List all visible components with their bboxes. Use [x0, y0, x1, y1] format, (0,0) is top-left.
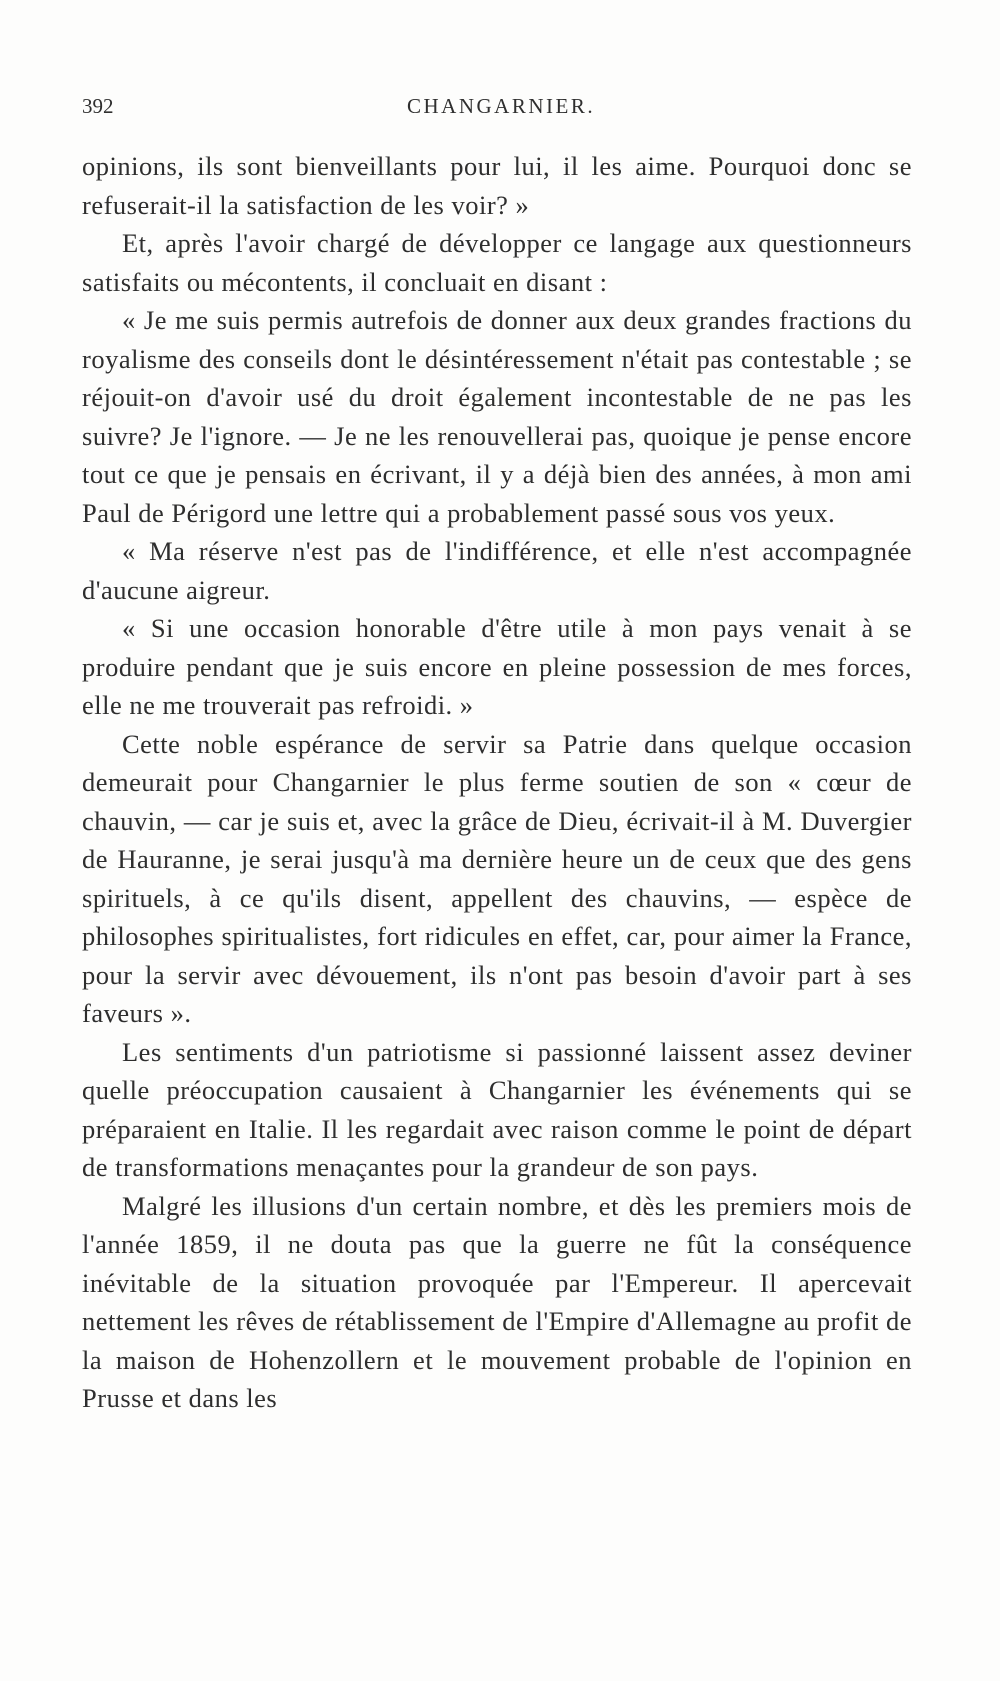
paragraph: « Je me suis permis autrefois de donner aux deux grandes fractions du royalisme des conseils dont le désintéressement n'était pas contestable ; se réjouit-on d'avoir usé du droit également incontestable de ne pas les suivre? Je l'ignore. — Je ne les renouvellerai pas, quoique je pense encore tout ce que je pensais en écrivant, il y a déjà bien des années, à mon ami Paul de Périgord une lettre qui a probablement passé sous vos yeux. — [82, 305, 912, 528]
paragraph: « Si une occasion honorable d'être utile à mon pays venait à se produire pendant que je suis encore en pleine possession de mes forces, elle ne me trouverait pas refroidi. » — [82, 613, 912, 720]
page-number: 392 — [82, 94, 114, 118]
paragraph: Les sentiments d'un patriotisme si passionné laissent assez deviner quelle préoccupation causaient à Changarnier les événements qui se préparaient en Italie. Il les regardait avec raison comme le point de départ de transformations menaçantes pour la grandeur de son pays. — [82, 1036, 912, 1182]
paragraph: Cette noble espérance de servir sa Patrie dans quelque occasion demeurait pour Changarnier le plus ferme soutien de son « cœur de chauvin, — car je suis et, avec la grâce de Dieu, écrivait-il à M. Duvergier de Hauranne, je serai jusqu'à ma dernière heure un de ceux que des gens spirituels, à ce qu'ils disent, appellent des chauvins, — espèce de philosophes spiritualistes, fort ridicules en effet, car, pour aimer la France, pour la servir avec dévouement, ils n'ont pas besoin d'avoir part à ses faveurs ». — [82, 728, 912, 1028]
body-text — [82, 147, 912, 1418]
paragraph: Et, après l'avoir chargé de développer ce langage aux questionneurs satisfaits ou mécontents, il concluait en disant : — [82, 228, 912, 297]
paragraph: Malgré les illusions d'un certain nombre, et dès les premiers mois de l'année 1859, il ne douta pas que la guerre ne fût la conséquence inévitable de la situation provoquée par l'Empereur. Il apercevait nettement les rêves de rétablissement de l'Empire d'Allemagne au profit de la maison de Hohenzollern et le mouvement probable de l'opinion en Prusse et dans les — [82, 1190, 912, 1413]
paragraph: « Ma réserve n'est pas de l'indifférence, et elle n'est accompagnée d'aucune aigreur. — [82, 536, 912, 605]
paragraph: opinions, ils sont bienveillants pour lui, il les aime. Pourquoi donc se refuserait-il la satisfaction de les voir? » — [82, 151, 912, 220]
page-header — [82, 94, 912, 126]
running-head: CHANGARNIER. — [407, 94, 596, 118]
